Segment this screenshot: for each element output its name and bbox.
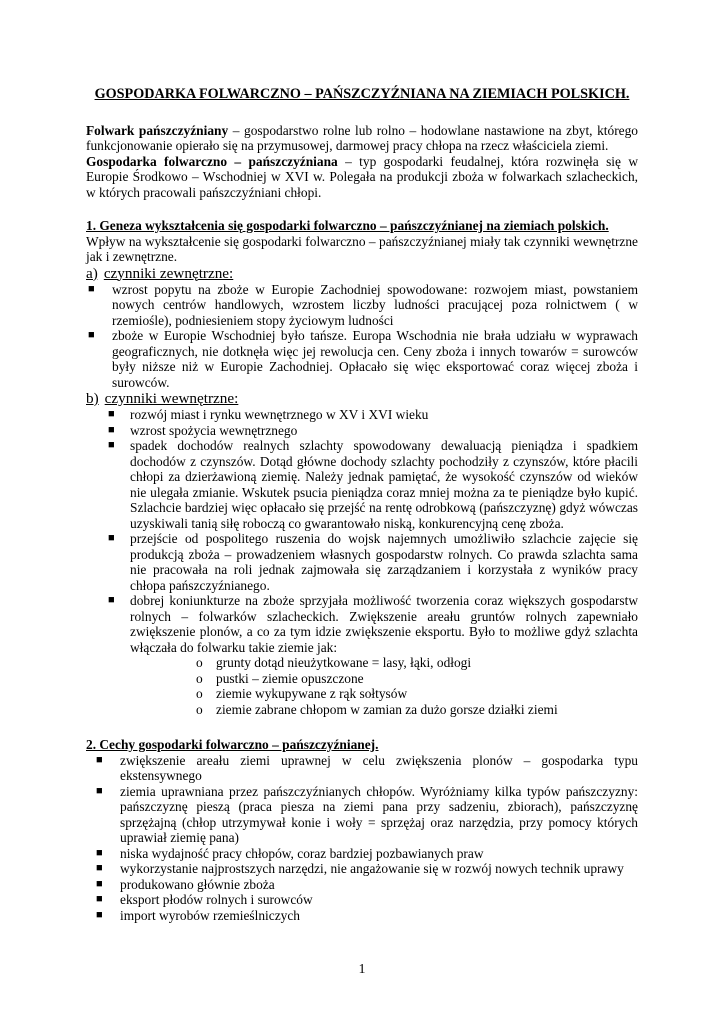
list-item: ■ przejście od pospolitego ruszenia do wojsk najemnych umożliwiło szlachcie zajęcie się produkcją zboża – prowadzeniem własnych gospodarstw rolnych. Co prawda szlachta sama nie pracowała na roli jednak zajmowała się zarządzaniem i korzystała z wyników pracy chłopa pańszczyźnianego.	[108, 531, 638, 593]
square-bullet-icon: ■	[108, 423, 115, 436]
definition-folwark	[86, 123, 638, 154]
section-2	[86, 737, 638, 923]
square-bullet-icon: ■	[96, 877, 103, 890]
square-bullet-icon: ■	[108, 594, 115, 606]
external-factors-list	[86, 282, 638, 391]
list-item: ■ niska wydajność pracy chłopów, coraz bardziej pozbawianych praw	[96, 845, 484, 861]
definition-term: Gospodarka folwarczno – pańszczyźniana	[86, 153, 338, 169]
subsection-a-letter: a)	[86, 264, 98, 282]
square-bullet-icon: ■	[108, 408, 115, 420]
list-item: ■ wykorzystanie najprostszych narzędzi, nie angażowanie się w rozwój nowych technik uprawy	[96, 861, 624, 876]
list-item: ■ import wyrobów rzemieślniczych	[96, 907, 300, 923]
list-item: ■ spadek dochodów realnych szlachty spowodowany dewaluacją pieniądza i spadkiem dochodów z czynszów. Dotąd główne dochody szlachty pochodziły z czynszów, które płacili chłopi za dzierżawioną ziemię. Należy jednak pamiętać, że wysokość czynszów od wieków nie ulegała zmianie. Wskutek psucia pieniądza coraz mniej można za te pieniądze było kupić. Szlachcie bardziej więc opłacało się przejść na rentę odrobkową (pańszczyznę) gdyż wówczas uzyskiwali tanią siłę roboczą co gwarantowało niską, konkurencyjną cenę zboża.	[108, 438, 638, 531]
internal-factors-list	[86, 407, 638, 655]
definition-gospodarka	[86, 154, 638, 201]
definitions	[86, 123, 638, 201]
square-bullet-icon: ■	[88, 282, 95, 295]
subsection-a-label: czynniki zewnętrzne:	[103, 264, 234, 282]
subsection-b-label: czynniki wewnętrzne:	[104, 390, 239, 407]
square-bullet-icon: ■	[96, 846, 103, 859]
definition-text: – typ gospodarki feudalnej, która rozwinęła się w Europie Środkowo – Wschodniej w XVI w. Polegała na produkcji zboża w folwarkach szlacheckich, w których pracowali pańszczyźniani chłopi.	[86, 153, 638, 200]
features-list	[86, 753, 638, 924]
subsection-b-letter: b)	[86, 390, 99, 407]
subsection-a-heading	[86, 265, 638, 282]
list-item: ■ wzrost spożycia wewnętrznego	[108, 422, 298, 438]
square-bullet-icon: ■	[108, 532, 115, 544]
section-1	[86, 218, 638, 717]
land-types-list	[86, 655, 638, 717]
list-item: o ziemie zabrane chłopom w zamian za dużo gorsze działki ziemi	[196, 701, 558, 717]
list-item: ■ wzrost popytu na zboże w Europie Zachodniej spowodowane: rozwojem miast, powstaniem nowych centrów handlowych, wzrostem liczby ludności pracującej poza rolnictwem ( w rzemiośle), podniesieniem stopy życiowym ludności	[88, 281, 638, 328]
circle-bullet-icon: o	[196, 686, 203, 701]
subsection-b-heading	[86, 390, 638, 407]
section-2-heading: 2. Cechy gospodarki folwarczno – pańszczyźnianej.	[86, 737, 379, 752]
page-number: 1	[358, 962, 366, 977]
section-1-intro: Wpływ na wykształcenie się gospodarki folwarczno – pańszczyźnianej miały tak czynniki wewnętrzne jak i zewnętrzne.	[86, 233, 638, 264]
list-item: ■ eksport płodów rolnych i surowców	[96, 892, 313, 907]
list-item: ■ dobrej koniunkturze na zboże sprzyjała możliwość tworzenia coraz większych gospodarstw rolnych – folwarków szlacheckich. Zwiększenie areału gruntów rolnych zapewniało zwiększenie plonów, a co za tym idzie zwiększenie eksportu. Było to możliwe gdyż szlachta włączała do folwarku takie ziemie jak:	[108, 593, 638, 655]
list-item: o ziemie wykupywane z rąk sołtysów	[196, 686, 408, 701]
document-title: GOSPODARKA FOLWARCZNO – PAŃSZCZYŹNIANA NA ZIEMIACH POLSKICH.	[94, 86, 630, 102]
list-item: ■ ziemia uprawniana przez pańszczyźnianych chłopów. Wyróżniamy kilka typów pańszczyzny: pańszczyznę pieszą (praca piesza na ziemi pana przy sadzeniu, zbiorach), pańszczyznę sprzężajną (chłop utrzymywał konie i woły = sprzężaj oraz narzędzia, przy pomocy których uprawiał ziemię pana)	[96, 783, 638, 845]
list-item: ■ rozwój miast i rynku wewnętrznego w XV i XVI wieku	[108, 407, 429, 422]
square-bullet-icon: ■	[96, 784, 103, 797]
list-item: ■ zboże w Europie Wschodniej było tańsze. Europa Wschodnia nie brała udziału w wyprawach geograficznych, nie dotknęła więc jej rewolucja cen. Ceny zboża i innych towarów = surowców były niższe niż w Europie Zachodniej. Opłacało się więc eksportować coraz więcej zboża i surowców.	[88, 328, 638, 390]
circle-bullet-icon: o	[196, 655, 203, 670]
circle-bullet-icon: o	[196, 701, 203, 717]
square-bullet-icon: ■	[96, 893, 103, 905]
square-bullet-icon: ■	[108, 439, 115, 451]
square-bullet-icon: ■	[88, 329, 95, 341]
circle-bullet-icon: o	[196, 670, 203, 686]
spacer	[86, 717, 638, 737]
square-bullet-icon: ■	[96, 862, 103, 874]
definition-term: Folwark pańszczyźniany	[86, 122, 229, 138]
list-item: ■ produkowano głównie zboża	[96, 876, 275, 892]
list-item: o grunty dotąd nieużytkowane = lasy, łąki, odłogi	[196, 655, 472, 670]
square-bullet-icon: ■	[96, 908, 103, 921]
section-1-heading: 1. Geneza wykształcenia się gospodarki folwarczno – pańszczyźnianej na ziemiach polskich.	[86, 218, 609, 233]
square-bullet-icon: ■	[96, 753, 103, 766]
page-content	[86, 86, 638, 923]
definition-text: – gospodarstwo rolne lub rolno – hodowlane nastawione na zbyt, którego funkcjonowanie opierało się na przymusowej, darmowej pracy chłopa na rzecz właściciela ziemi.	[86, 122, 638, 153]
list-item: o pustki – ziemie opuszczone	[196, 670, 364, 686]
list-item: ■ zwiększenie areału ziemi uprawnej w celu zwiększenia plonów – gospodarka typu ekstensywnego	[96, 752, 638, 783]
